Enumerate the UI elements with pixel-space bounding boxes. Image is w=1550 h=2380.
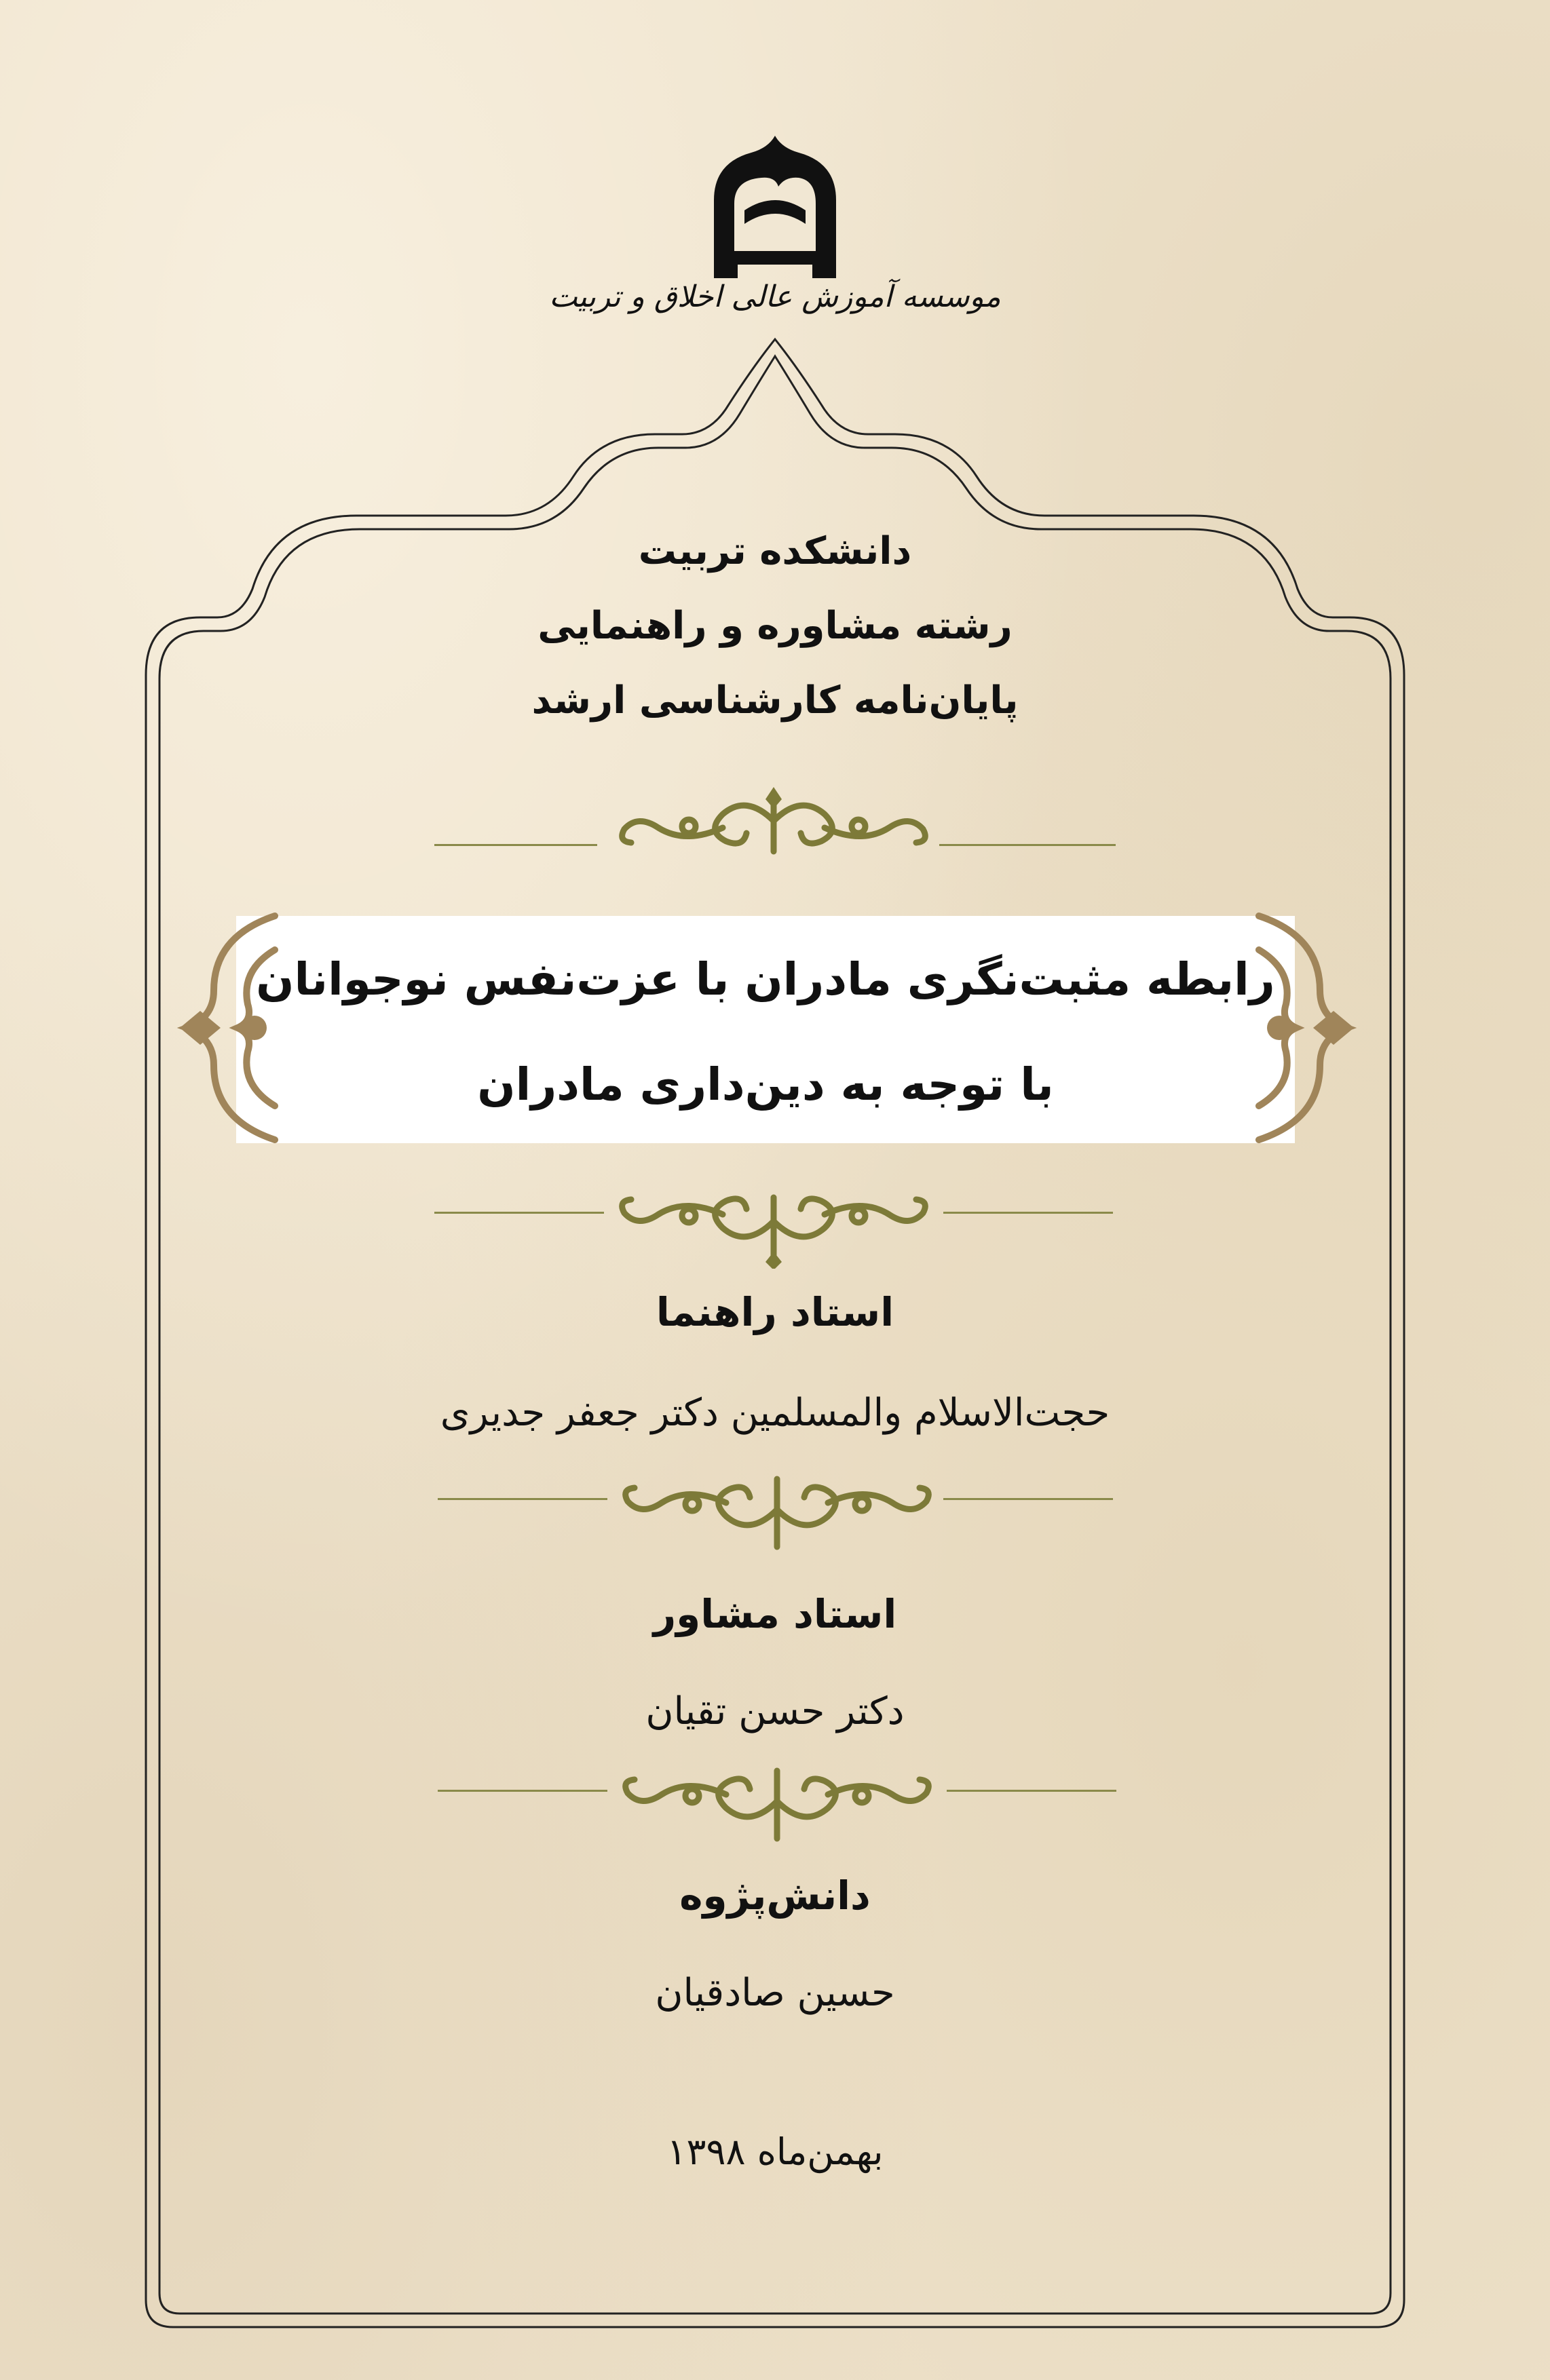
floral-divider-icon	[614, 1764, 940, 1845]
divider-rule-left	[434, 1212, 604, 1214]
researcher-heading: دانش‌پژوه	[679, 1873, 871, 1919]
researcher-name: حسین صادقیان	[655, 1971, 895, 2015]
supervisor-name: حجت‌الاسلام والمسلمین دکتر جعفر جدیری	[440, 1391, 1110, 1435]
divider-rule-left	[438, 1498, 607, 1500]
thesis-title-line1: رابطه مثبت‌نگری مادران با عزت‌نفس نوجوانان	[256, 953, 1275, 1005]
divider-rule-right	[943, 1498, 1113, 1500]
arabesque-ornament-left-icon	[173, 909, 292, 1147]
advisor-heading: استاد مشاور	[653, 1591, 897, 1637]
advisor-name: دکتر حسن تقیان	[645, 1689, 905, 1733]
thesis-title-line2: با توجه به دین‌داری مادران	[477, 1058, 1054, 1111]
degree-label: پایان‌نامه کارشناسی ارشد	[531, 678, 1019, 723]
divider-rule-right	[947, 1790, 1116, 1792]
supervisor-heading: استاد راهنما	[656, 1289, 894, 1335]
faculty-name: دانشکده تربیت	[638, 529, 912, 573]
arabesque-ornament-right-icon	[1242, 909, 1361, 1147]
divider-rule-left	[434, 844, 597, 846]
divider-rule-right	[943, 1212, 1113, 1214]
department-name: رشته مشاوره و راهنمایی	[537, 604, 1013, 648]
submission-date: بهمن‌ماه ۱۳۹۸	[666, 2130, 884, 2173]
floral-divider-icon	[611, 780, 937, 862]
divider-rule-right	[939, 844, 1116, 846]
logo-caption: موسسه آموزش عالی اخلاق و تربیت	[549, 280, 1001, 314]
floral-divider-icon	[614, 1472, 940, 1554]
institution-logo-icon	[704, 136, 846, 292]
floral-divider-icon	[611, 1187, 937, 1269]
divider-rule-left	[438, 1790, 607, 1792]
